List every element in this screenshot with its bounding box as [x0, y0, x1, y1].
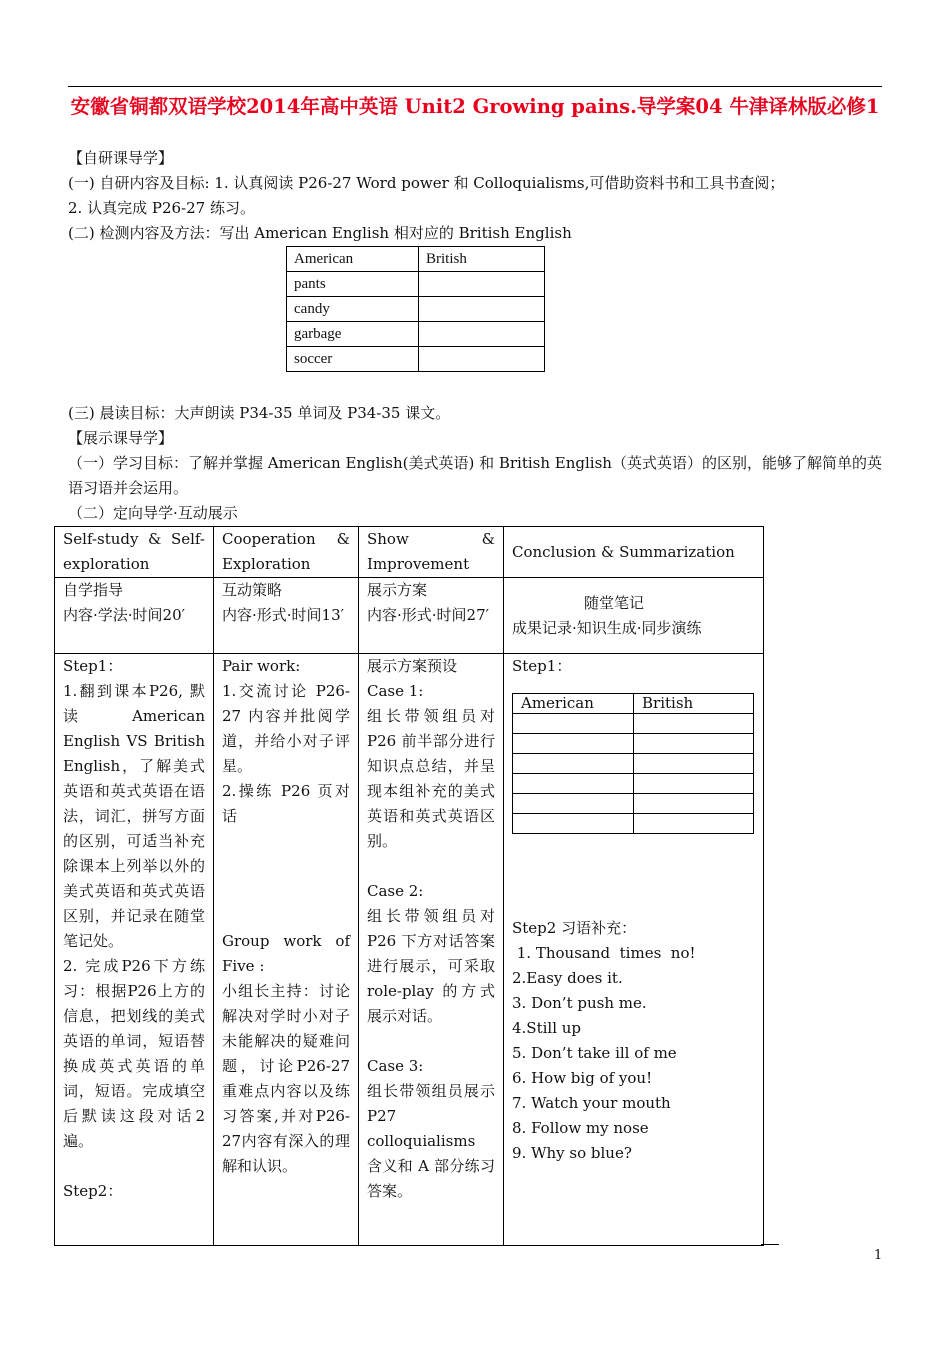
- sub-conclusion: [504, 578, 764, 654]
- header-self-study-text: Self-study & Self-exploration: [63, 530, 205, 573]
- table-row: [287, 297, 545, 322]
- header-show-text: Show & Improvement: [367, 530, 495, 573]
- idiom-item: 6. How big of you!: [512, 1069, 653, 1087]
- british-answer-cell: [419, 297, 545, 322]
- header-rule: [68, 86, 882, 87]
- self-study-item1-line2: 2. 认真完成 P26-27 练习。: [68, 199, 255, 217]
- notes-table-row: [513, 734, 754, 754]
- header-cooperation-text: Cooperation & Exploration: [222, 530, 350, 573]
- header-show: [359, 527, 504, 578]
- notes-american-british-table: [512, 693, 754, 834]
- notes-label: 随堂笔记: [584, 593, 645, 612]
- display-goal: （一）学习目标：了解并掌握 American English(美式英语) 和 British English（英式英语）的区别，能够了解简单的英语习语并会运用。: [68, 454, 882, 497]
- american-word: candy: [287, 297, 419, 322]
- notes-step1: Step1：: [512, 657, 572, 675]
- self-study-heading: 【自研课导学】: [68, 149, 174, 167]
- show-cases: 展示方案预设 Case 1: 组长带领组员对 P26 前半部分进行知识点总结，并呈现本组补充的美式英语和英式英语区别。 Case 2: 组长带领组员对 P26 下方对话答案进行展示，可采取 role-play 的方式展示对话。 Case 3: 组长带领组员展示 P27 colloquialisms 含义和 A 部分练习答案。: [367, 657, 495, 1200]
- sub-show-text: 展示方案 内容·形式·时间27′: [367, 581, 490, 624]
- notes-table-row: [513, 774, 754, 794]
- american-word: pants: [287, 272, 419, 297]
- body-conclusion: [504, 654, 764, 1246]
- notes-cell: [513, 774, 634, 794]
- notes-cell: [634, 754, 754, 774]
- sub-cooperation-text: 互动策略 内容·形式·时间13′: [222, 581, 345, 624]
- notes-table-row: [513, 794, 754, 814]
- body-show: [359, 654, 504, 1246]
- idiom-item: 8. Follow my nose: [512, 1119, 649, 1137]
- notes-cell: [634, 774, 754, 794]
- header-american: American: [287, 247, 419, 272]
- page-number: 1: [874, 1248, 883, 1263]
- idiom-item: 1. Thousand times no!: [512, 944, 696, 962]
- notes-header-american: American: [513, 694, 634, 714]
- table-row: [287, 322, 545, 347]
- idiom-list: [512, 941, 755, 1166]
- idiom-item: 2.Easy does it.: [512, 969, 623, 987]
- sub-cooperation: [214, 578, 359, 654]
- american-word: garbage: [287, 322, 419, 347]
- idiom-item: 9. Why so blue?: [512, 1144, 632, 1162]
- self-study-item1-line1: (一) 自研内容及目标: 1. 认真阅读 P26-27 Word power 和 Colloquialisms,可借助资料书和工具书查阅；: [68, 174, 785, 192]
- american-word: soccer: [287, 347, 419, 372]
- sub-self-study: [55, 578, 214, 654]
- guidance-header-row: [55, 527, 764, 578]
- notes-cell: [513, 814, 634, 834]
- table-edge-line: [761, 1244, 779, 1245]
- idiom-item: 4.Still up: [512, 1019, 582, 1037]
- notes-table-header-row: [513, 694, 754, 714]
- document-title: 安徽省铜都双语学校2014年高中英语 Unit2 Growing pains.导学案04 牛津译林版必修1: [70, 95, 880, 118]
- british-answer-cell: [419, 322, 545, 347]
- self-study-item3: (三) 晨读目标：大声朗读 P34-35 单词及 P34-35 课文。: [68, 404, 451, 422]
- british-answer-cell: [419, 272, 545, 297]
- notes-table-row: [513, 754, 754, 774]
- idiom-item: 3. Don’t push me.: [512, 994, 647, 1012]
- notes-sublabel: 成果记录·知识生成·同步演练: [512, 618, 702, 637]
- notes-step2: Step2 习语补充：: [512, 919, 637, 937]
- body-cooperation: [214, 654, 359, 1246]
- notes-cell: [634, 814, 754, 834]
- notes-cell: [634, 734, 754, 754]
- guidance-table: [54, 526, 764, 1246]
- british-answer-cell: [419, 347, 545, 372]
- notes-cell: [634, 794, 754, 814]
- notes-table-row: [513, 714, 754, 734]
- notes-table-row: [513, 814, 754, 834]
- header-cooperation: [214, 527, 359, 578]
- table-row: [287, 272, 545, 297]
- self-study-item2: (二) 检测内容及方法：写出 American English 相对应的 British English: [68, 224, 572, 242]
- notes-header-british: British: [634, 694, 754, 714]
- notes-cell: [513, 754, 634, 774]
- header-self-study: [55, 527, 214, 578]
- idiom-item: 7. Watch your mouth: [512, 1094, 671, 1112]
- notes-cell: [513, 794, 634, 814]
- display-heading: 【展示课导学】: [68, 429, 174, 447]
- notes-cell: [634, 714, 754, 734]
- self-study-steps: Step1： 1.翻到课本P26, 默读 American English VS British English，了解美式英语和英式英语在语法，词汇，拼写方面的区别，可适当补充除课本上列举以外的美式英语和英式英语区别，并记录在随堂笔记处。 2. 完成P26下方练习：根据P26上方的信息，把划线的美式英语的单词，短语替换成英式英语的单词，短语。完成填空后默读这段对话2遍。 Step2：: [63, 657, 205, 1200]
- idiom-item: 5. Don’t take ill of me: [512, 1044, 677, 1062]
- notes-cell: [513, 734, 634, 754]
- cooperation-steps: Pair work: 1.交流讨论 P26-27 内容并批阅学道，并给小对子评星。 2.操练 P26 页对话 Group work of Five : 小组长主持：讨论解决对学时小对子未能解决的疑难问题，讨论P26-27 重难点内容以及练习答案,并对P26-27内容有深入的理解和认识。: [222, 657, 350, 1175]
- american-british-table: [286, 246, 545, 372]
- header-conclusion: Conclusion & Summarization: [504, 527, 764, 578]
- guidance-sub-row: [55, 578, 764, 654]
- display-section2: （二）定向导学·互动展示: [68, 504, 238, 522]
- header-british: British: [419, 247, 545, 272]
- guidance-body-row: [55, 654, 764, 1246]
- table-row: [287, 347, 545, 372]
- notes-cell: [513, 714, 634, 734]
- body-self-study: [55, 654, 214, 1246]
- table-header-row: [287, 247, 545, 272]
- sub-show: [359, 578, 504, 654]
- sub-self-study-text: 自学指导 内容·学法·时间20′: [63, 581, 186, 624]
